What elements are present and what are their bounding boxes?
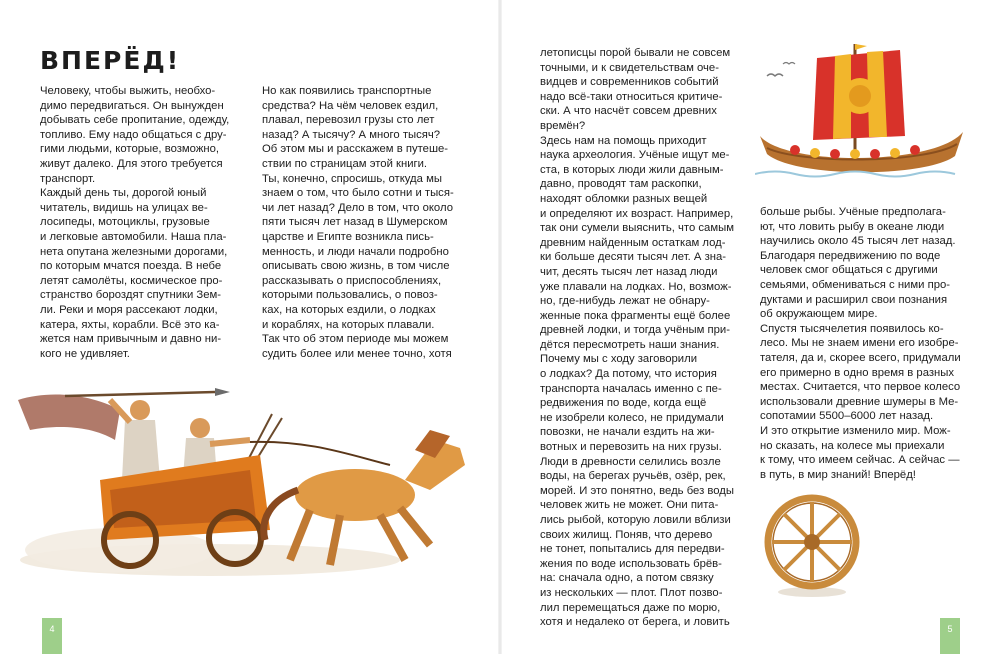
page-number-left: 4	[42, 618, 62, 654]
left-page-column-2: Но как появились транспортные средства? На чём человек ездил, плавал, перевозил грузы сто лет назад? А тысячу? А много тысяч? Об этом мы и расскажем в путеше- ствии по страницам этой книги. Ты, конечно, спросишь, откуда мы знаем о том, что было сотни и тыся- чи лет назад? Дело в том, что около пяти тысяч лет назад в Шумерском царстве и Египте возникла пись- менность, и люди начали подробно описывать свою жизнь, в том числе рассказывать о приспособлениях, которыми пользовались, о повоз- ках, на которых ездили, о лодках и кораблях, на которых плавали. Так что об этом периоде мы можем судить более или менее точно, хотя	[262, 85, 454, 360]
chariot-illustration	[10, 370, 480, 580]
wooden-wheel-illustration	[762, 490, 862, 600]
viking-ship-illustration	[755, 36, 970, 186]
left-page-column-1: Человеку, чтобы выжить, необхо- димо передвигаться. Он вынужден добывать себе пропитание, одежду, топливо. Ему надо общаться с дру- гими людьми, которые, возможно, живут далеко. Для этого требуется транспорт. Каждый день ты, дорогой юный читатель, видишь на улицах ве- лосипеды, мотоциклы, грузовые и легковые автомобили. Наша пла- нета опутана железными дорогами, по которым мчатся поезда. В небе летят самолёты, космическое про- странство бороздят спутники Зем- ли. Реки и моря рассекают лодки, катера, яхты, корабли. Всё это ка- жется нам привычным и давно ни- кого не удивляет.	[40, 85, 230, 360]
page-number-right: 5	[940, 618, 960, 654]
right-page-column-2: больше рыбы. Учёные предполага- ют, что ловить рыбу в океане люди научились около 45 тысяч лет назад. Благодаря передвижению по воде человек смог общаться с другими семьями, обмениваться с ними про- дуктами и расширил свои познания об окружающем мире. Спустя тысячелетия появилось ко- лесо. Мы не знаем имени его изобре- тателя, да и, скорее всего, придумали его примерно в одно время в разных местах. Считается, что первое колесо использовали древние шумеры в Ме- сопотамии 5500–6000 лет назад. И это открытие изменило мир. Мож- но сказать, на колесе мы приехали к тому, что имеем сейчас. А сейчас — в путь, в мир знаний! Вперёд!	[760, 206, 961, 481]
page-title: ВПЕРЁД!	[40, 46, 181, 75]
book-gutter	[498, 0, 502, 654]
right-page-column-1: летописцы порой бывали не совсем точными, и к свидетельствам оче- видцев и современников событий надо всё-таки относиться критиче- ски. А что насчёт совсем древних времён? Здесь нам на помощь приходит наука археология. Учёные ищут ме- ста, в которых люди жили давным- давно, проводят там раскопки, находят обломки разных вещей и определяют их возраст. Например, так они сумели выяснить, что самым древним найденным остаткам лод- ки больше десяти тысяч лет. А зна- чит, десять тысяч лет назад люди уже плавали на лодках. Но, возмож- но, где-нибудь лежат не обнару- женные пока фрагменты ещё более древней лодки, и тогда учёным при- дётся пересмотреть наши знания. Почему мы с ходу заговорили о лодках? Да потому, что история транспорта началась именно с пе- редвижения по воде, когда ещё не изобрели колесо, не придумали повозки, не начали ездить на жи- вотных и перевозить на них грузы. Люди в древности селились возле воды, на берегах ручьёв, озёр, рек, морей. И это понятно, ведь без воды человек жить не может. Они пита- лись рыбой, которую ловили вблизи своих жилищ. Поняв, что дерево не тонет, попытались для передви- жения по воде использовать брёв- на: сначала одно, а потом связку из нескольких — плот. Плот позво- лил перемещаться даже по морю, хотя и недалеко от берега, и ловить	[540, 47, 735, 629]
